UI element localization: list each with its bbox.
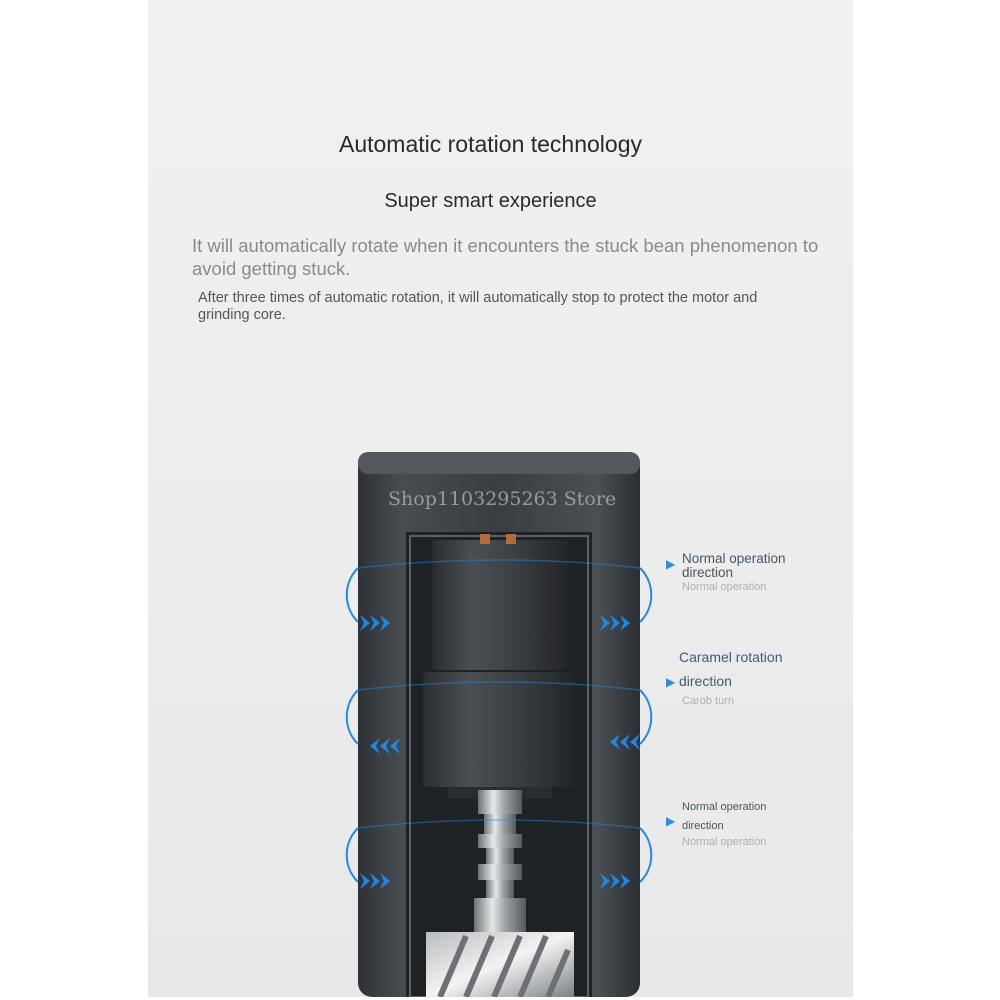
label-middle-line-1: Caramel rotation [679,649,783,665]
label-bottom-line-1: Normal operation [682,801,767,813]
play-triangle-icon: ▶ [666,814,676,828]
play-triangle-icon: ▶ [666,557,676,571]
label-top-sub: Normal operation [682,581,767,593]
store-watermark: Shop1103295263 Store [388,488,617,510]
description-line-1: It will automatically rotate when it encounters the stuck bean phenomenon to [192,235,819,256]
note-line-2: grinding core. [198,307,286,323]
label-top-line-2: direction [682,565,734,580]
label-bottom-line-2: direction [682,820,724,832]
description-line-2: avoid getting stuck. [192,258,351,279]
label-middle-line-2: direction [679,673,732,689]
label-top-line-1: Normal operation [682,551,786,566]
label-middle-sub: Carob turn [682,695,734,707]
motor-bottom [423,672,575,787]
play-triangle-icon: ▶ [666,675,676,689]
label-normal-operation-bottom [666,801,766,848]
grinder-top-rim [358,452,640,474]
product-panel [148,0,853,997]
page-title: Automatic rotation technology [338,131,642,157]
label-normal-operation-top [666,551,786,593]
label-bottom-sub: Normal operation [682,836,767,848]
drive-shaft [478,790,522,814]
page-subtitle: Super smart experience [384,190,597,212]
label-caramel-rotation [666,649,783,707]
note-line-1: After three times of automatic rotation, it will automatically stop to protect the motor and [198,290,758,306]
